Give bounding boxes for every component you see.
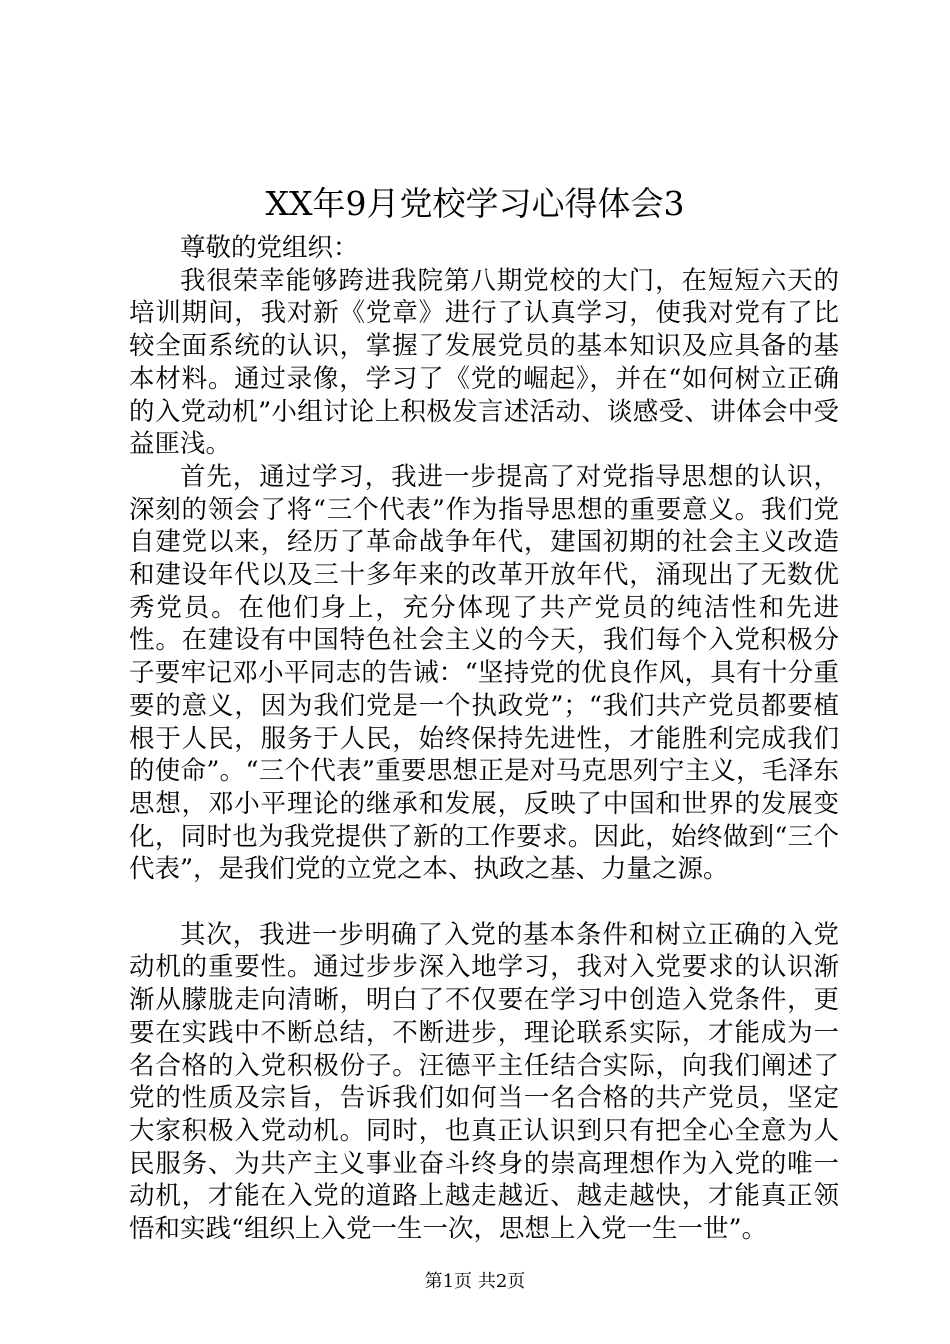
document-title: XX年9月党校学习心得体会3 <box>265 184 685 223</box>
salutation: 尊敬的党组织： <box>180 233 359 263</box>
paragraph-second-point: 其次，我进一步明确了入党的基本条件和树立正确的入党动机的重要性。通过步步深入地学习，我对入党要求的认识渐渐从朦胧走向清晰，明白了不仅要在学习中创造入党条件，更要在实践中不断总结，不断进步，理论联系实际，才能成为一名合格的入党积极份子。汪德平主任结合实际，向我们阐述了党的性质及宗旨，告诉我们如何当一名合格的共产党员，坚定大家积极入党动机。同时，也真正认识到只有把全心全意为人民服务、为共产主义事业奋斗终身的崇高理想作为入党的唯一动机，才能在入党的道路上越走越近、越走越快，才能真正领悟和实践“组织上入党一生一次，思想上入党一生一世”。 <box>129 919 839 1245</box>
page-footer: 第1页 共2页 <box>424 1271 526 1292</box>
document-body <box>129 232 839 1246</box>
paragraph-first-point: 首先，通过学习，我进一步提高了对党指导思想的认识，深刻的领会了将“三个代表”作为指导思想的重要意义。我们党自建党以来，经历了革命战争年代，建国初期的社会主义改造和建设年代以及三十多年来的改革开放年代，涌现出了无数优秀党员。在他们身上，充分体现了共产党员的纯洁性和先进性。在建设有中国特色社会主义的今天，我们每个入党积极分子要牢记邓小平同志的告诫：“坚持党的优良作风，具有十分重要的意义，因为我们党是一个执政党”；“我们共产党员都要植根于人民，服务于人民，始终保持先进性，才能胜利完成我们的使命”。“三个代表”重要思想正是对马克思列宁主义，毛泽东思想，邓小平理论的继承和发展，反映了中国和世界的发展变化，同时也为我党提供了新的工作要求。因此，始终做到“三个代表”，是我们党的立党之本、执政之基、力量之源。 <box>129 461 839 885</box>
paragraph-intro: 我很荣幸能够跨进我院第八期党校的大门，在短短六天的培训期间，我对新《党章》进行了认真学习，使我对党有了比较全面系统的认识，掌握了发展党员的基本知识及应具备的基本材料。通过录像，学习了《党的崛起》，并在“如何树立正确的入党动机”小组讨论上积极发言述活动、谈感受、讲体会中受益匪浅。 <box>129 265 839 460</box>
